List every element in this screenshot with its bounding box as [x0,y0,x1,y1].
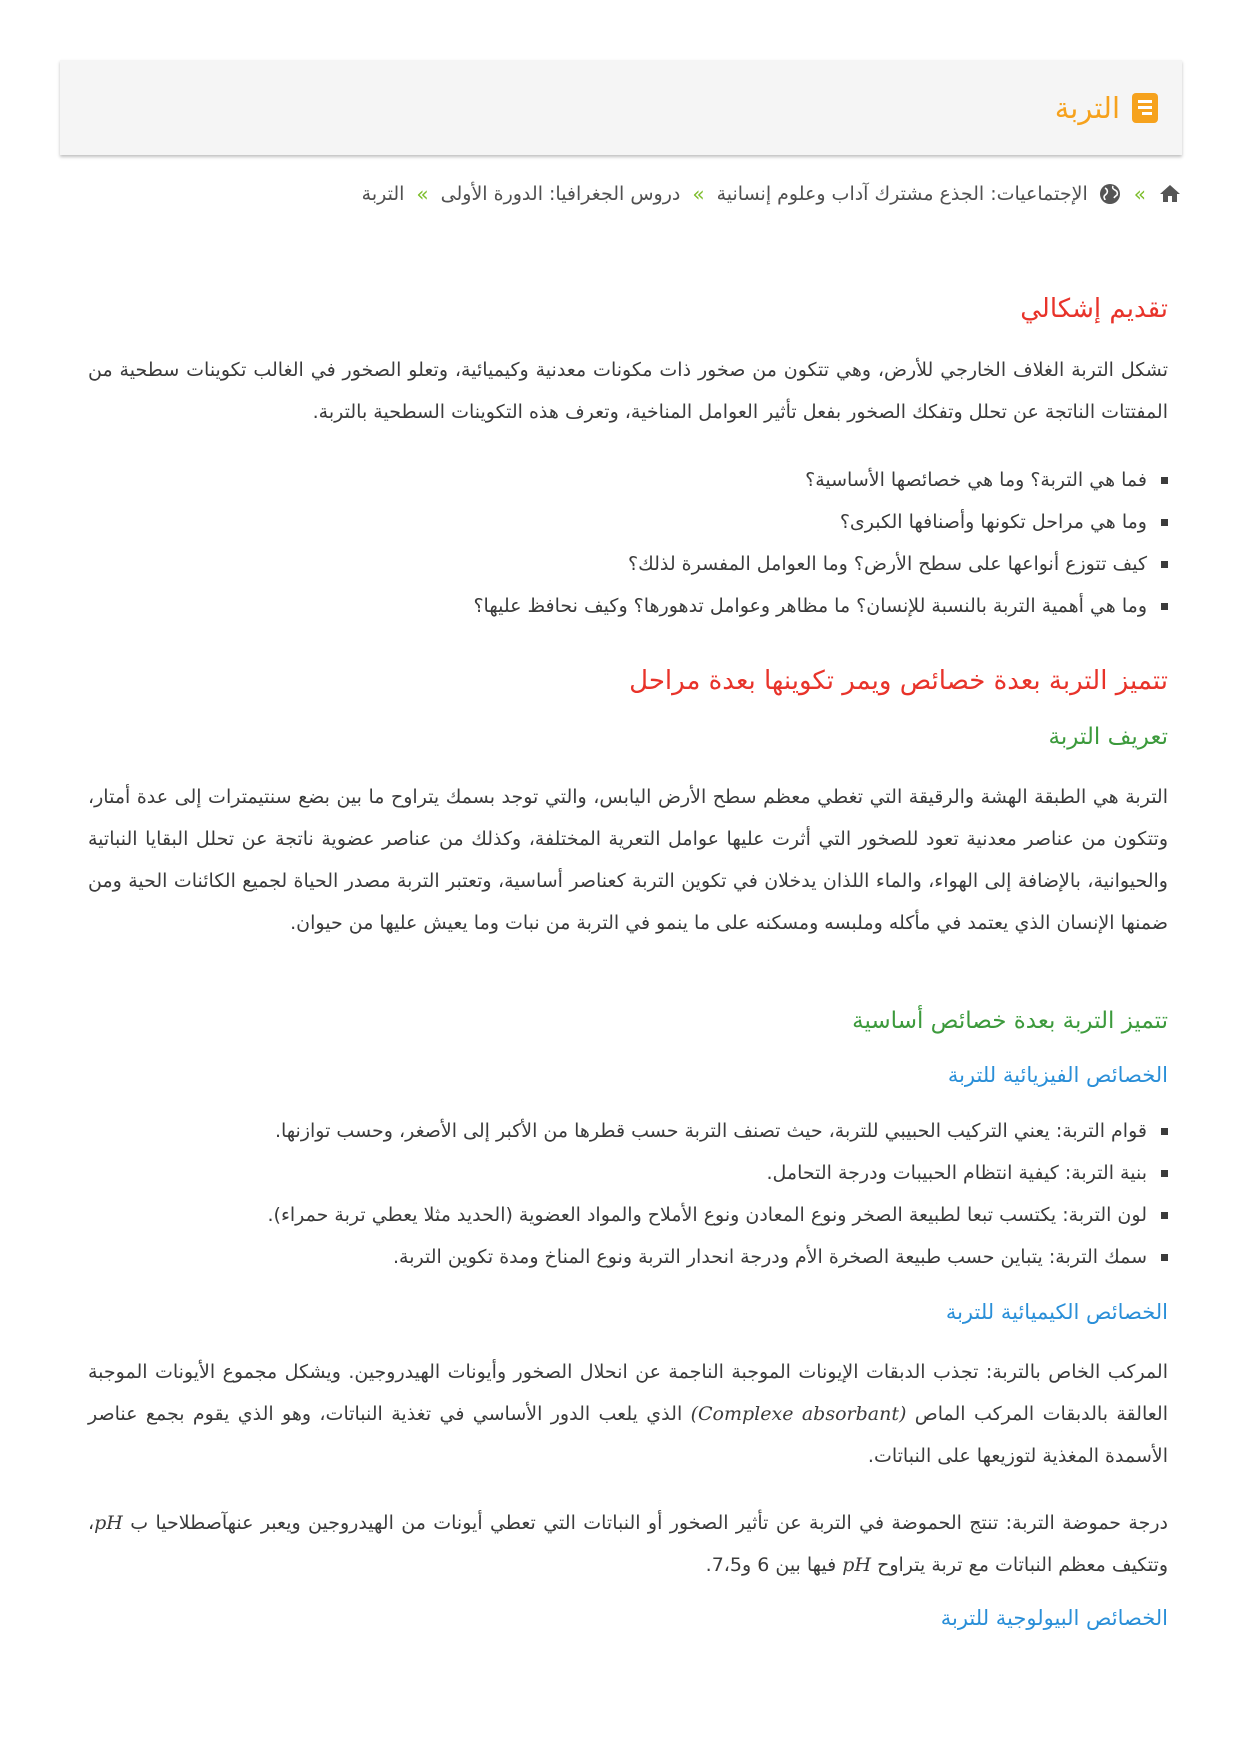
subheading-physical-properties: الخصائص الفيزيائية للتربة [947,1063,1168,1087]
subheading-definition: تعريف التربة [1048,724,1168,750]
list-item: قوام التربة: يعني التركيب الحبيبي للتربة، حيث تصنف التربة حسب قطرها من الأكبر إلى الأصغر، وحسب توازنها. [88,1110,1168,1152]
breadcrumb-item-geography-lessons[interactable]: دروس الجغرافيا: الدورة الأولى [440,183,681,205]
list-item: سمك التربة: يتباين حسب طبيعة الصخرة الأم ودرجة انحدار التربة ونوع المناخ ومدة تكوين التربة. [88,1236,1168,1278]
complex-absorbant-term: (Complexe absorbant) [690,1403,907,1425]
list-item: لون التربة: يكتسب تبعا لطبيعة الصخر ونوع المعادن ونوع الأملاح والمواد العضوية (الحديد مثلا يعطي تربة حمراء). [88,1194,1168,1236]
breadcrumb-separator: » [416,182,429,206]
subheading-chemical-properties: الخصائص الكيميائية للتربة [945,1300,1168,1324]
subheading-biological-properties: الخصائص البيولوجية للتربة [940,1606,1168,1630]
breadcrumb-separator: » [692,182,705,206]
list-item: وما هي أهمية التربة بالنسبة للإنسان؟ ما مظاهر وعوامل تدهورها؟ وكيف نحافظ عليها؟ [88,585,1168,627]
section-heading-main: تتميز التربة بعدة خصائص ويمر تكوينها بعدة مراحل [629,666,1168,696]
breadcrumb-item-current: التربة [361,183,405,205]
intro-questions-list [88,459,1168,627]
breadcrumb-item-social-studies[interactable]: الإجتماعيات: الجذع مشترك آداب وعلوم إنسانية [716,183,1088,205]
breadcrumb [362,178,1182,210]
list-item: كيف تتوزع أنواعها على سطح الأرض؟ وما العوامل المفسرة لذلك؟ [88,543,1168,585]
list-item: فما هي التربة؟ وما هي خصائصها الأساسية؟ [88,459,1168,501]
section-heading-intro: تقديم إشكالي [1020,294,1168,324]
subheading-properties: تتميز التربة بعدة خصائص أساسية [852,1008,1168,1034]
page-title: التربة [1054,90,1120,125]
physical-properties-list [88,1110,1168,1278]
list-item: وما هي مراحل تكونها وأصنافها الكبرى؟ [88,501,1168,543]
breadcrumb-separator: » [1133,182,1146,206]
list-item: بنية التربة: كيفية انتظام الحبيبات ودرجة التحامل. [88,1152,1168,1194]
soil-acidity-paragraph: درجة حموضة التربة: تنتج الحموضة في التربة عن تأثير الصخور أو النباتات التي تعطي أيونات من الهيدروجين ويعبر عنهآصطلاحيا ب pH، وتتكيف معظم النباتات مع تربة يتراوح pH فيها بين 6 و7،5. [88,1512,1168,1576]
intro-paragraph: تشكل التربة الغلاف الخارجي للأرض، وهي تتكون من صخور ذات مكونات معدنية وكيميائية، وتعلو الصخور في الغالب تكوينات سطحية من المفتتات الناتجة عن تحلل وتفكك الصخور بفعل تأثير العوامل المناخية، وتعرف هذه التكوينات السطحية بالتربة. [88,359,1168,423]
globe-icon [1098,182,1122,206]
definition-paragraph: التربة هي الطبقة الهشة والرقيقة التي تغطي معظم سطح الأرض اليابس، والتي توجد بسمك يتراوح ما بين بضع سنتيمترات إلى عدة أمتار، وتتكون من عناصر معدنية تعود للصخور التي أثرت عليها عوامل التعرية المختلفة، وكذلك من عناصر عضوية ناتجة عن تحلل البقايا النباتية والحيوانية، بالإضافة إلى الهواء، والماء اللذان يدخلان في تكوين التربة كعناصر أساسية، وتعتبر التربة مصدر الحياة لجميع الكائنات الحية ومن ضمنها الإنسان الذي يعتمد في مأكله وملبسه ومسكنه على ما ينمو في التربة من نبات وما يعيش عليها من حيوان. [88,786,1168,934]
home-icon[interactable] [1158,182,1182,206]
complex-absorbant-paragraph: المركب الخاص بالتربة: تجذب الدبقات الإيونات الموجبة الناجمة عن انحلال الصخور وأيونات الهيدروجين. ويشكل مجموع الأيونات الموجبة العالقة بالدبقات المركب الماص (Complexe absorbant) الذي يلعب الدور الأساسي في تغذية النباتات، وهو الذي يقوم بجمع عناصر الأسمدة المغذية لتوزيعها على النباتات. [88,1361,1168,1467]
ph-symbol: pH [94,1512,123,1534]
page-title-bar [60,60,1182,155]
document-icon [1132,93,1158,123]
ph-symbol: pH [842,1554,872,1576]
